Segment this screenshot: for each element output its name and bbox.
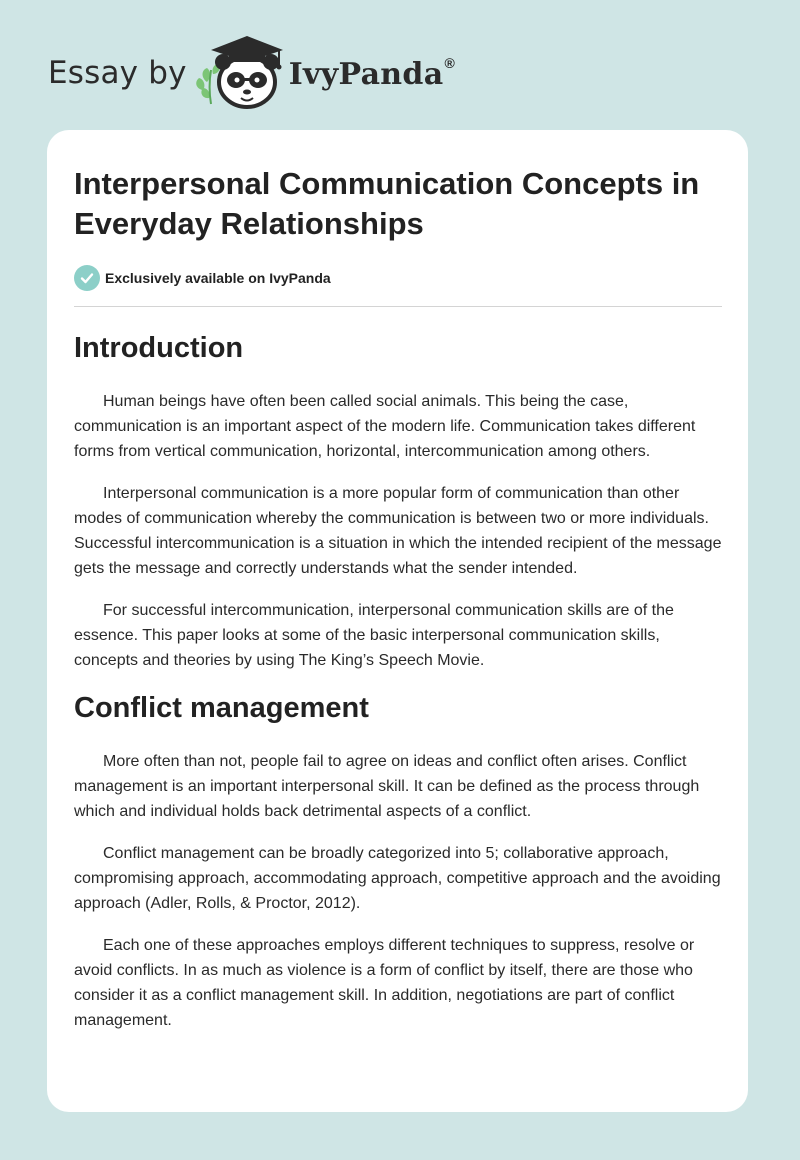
exclusive-badge <box>74 263 724 293</box>
section-heading-introduction: Introduction <box>74 332 244 364</box>
essay-by-label: Essay by <box>48 55 187 91</box>
essay-title: Interpersonal Communication Concepts in Everyday Relationships <box>74 166 700 241</box>
title-divider <box>74 306 722 307</box>
paragraph: More often than not, people fail to agree on ideas and conflict often arises. Conflict management is an important interpersonal skill. It can be defined as the process through which and individual holds back detrimental aspects of a conflict. <box>74 753 700 820</box>
paragraph: Conflict management can be broadly categorized into 5; collaborative approach, compromising approach, accommodating approach, competitive approach and the avoiding approach (Adler, Rolls, & Proctor, 2012). <box>74 845 721 912</box>
paragraph: For successful intercommunication, interpersonal communication skills are of the essence. This paper looks at some of the basic interpersonal communication skills, concepts and theories by using The King’s Speech Movie. <box>74 602 674 669</box>
essay-card <box>47 130 748 1112</box>
exclusive-badge-text: Exclusively available on IvyPanda <box>105 270 331 286</box>
check-icon <box>74 265 100 291</box>
ivypanda-logo-icon[interactable] <box>195 30 287 116</box>
brand-text[interactable]: IvyPanda <box>288 56 444 92</box>
section-heading-conflict-management: Conflict management <box>74 692 369 724</box>
essay-content <box>74 130 724 1033</box>
paragraph: Interpersonal communication is a more popular form of communication than other modes of communication whereby the communication is between two or more individuals. Successful intercommunication is a situation in which the intended recipient of the message gets the message and correctly understands what the sender intended. <box>74 485 722 577</box>
site-header <box>48 30 455 116</box>
paragraph: Human beings have often been called social animals. This being the case, communication is an important aspect of the modern life. Communication takes different forms from vertical communication, horizontal, intercommunication among others. <box>74 393 696 460</box>
paragraph: Each one of these approaches employs different techniques to suppress, resolve or avoid conflicts. In as much as violence is a form of conflict by itself, there are those who consider it as a conflict management skill. In addition, negotiations are part of conflict management. <box>74 937 695 1029</box>
registered-mark: ® <box>444 54 456 71</box>
brand-name[interactable] <box>289 55 455 92</box>
